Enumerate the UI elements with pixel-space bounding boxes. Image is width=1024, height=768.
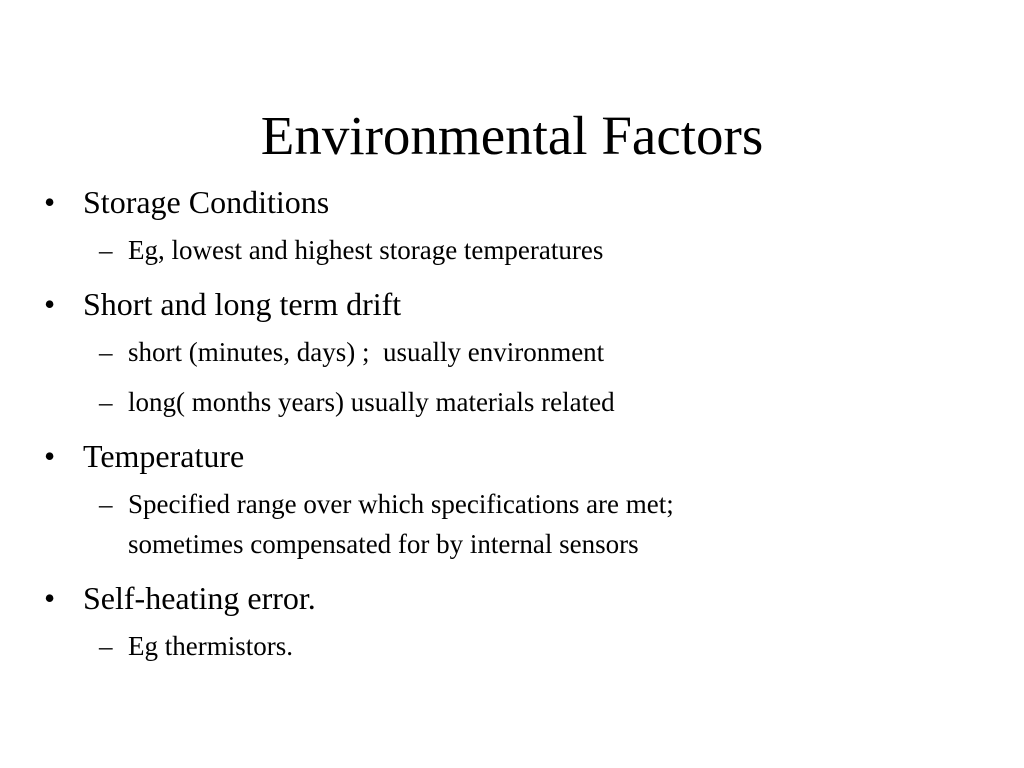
bullet-item [44, 178, 984, 226]
sub-bullet-text-continuation: sometimes compensated for by internal sensors [128, 529, 639, 559]
bullet-text: Short and long term drift [83, 286, 402, 322]
slide-body [44, 178, 984, 676]
bullet-text: Temperature [83, 438, 245, 474]
bullet-item [44, 280, 984, 328]
bullet-item [44, 574, 984, 622]
dash-marker: – [99, 489, 113, 519]
bullet-marker: • [44, 438, 56, 474]
bullet-text: Self-heating error. [83, 580, 316, 616]
sub-bullet-text: Specified range over which specifications are met; [128, 489, 674, 519]
sub-bullet-item [44, 484, 984, 564]
sub-bullet-item [44, 382, 984, 422]
bullet-text: Storage Conditions [83, 184, 330, 220]
sub-bullet-item [44, 332, 984, 372]
bullet-marker: • [44, 286, 56, 322]
bullet-marker: • [44, 184, 56, 220]
sub-bullet-text: short (minutes, days) ; usually environment [128, 337, 605, 367]
slide-title: Environmental Factors [260, 105, 764, 166]
sub-bullet-text: Eg thermistors. [128, 631, 293, 661]
sub-bullet-item [44, 230, 984, 270]
sub-bullet-text: long( months years) usually materials related [128, 387, 615, 417]
sub-bullet-item [44, 626, 984, 666]
dash-marker: – [99, 387, 113, 417]
dash-marker: – [99, 337, 113, 367]
bullet-marker: • [44, 580, 56, 616]
sub-bullet-text: Eg, lowest and highest storage temperatures [128, 235, 604, 265]
bullet-item [44, 432, 984, 480]
dash-marker: – [99, 631, 113, 661]
dash-marker: – [99, 235, 113, 265]
